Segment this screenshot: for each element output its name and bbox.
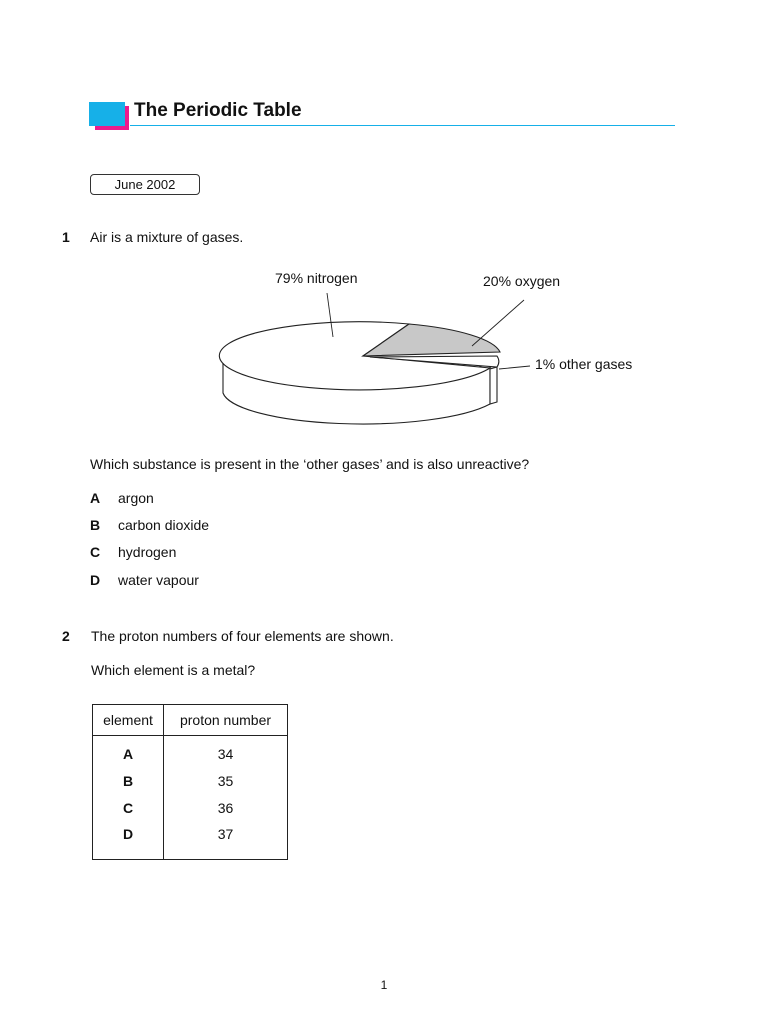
option-c-letter: C xyxy=(90,544,101,560)
element-cell: C xyxy=(93,794,164,821)
leader-line-other xyxy=(499,366,530,369)
proton-number-cell: 36 xyxy=(164,794,288,821)
pie-slice-other-side xyxy=(490,367,497,404)
table-header-row xyxy=(93,705,288,736)
question-1-prompt: Which substance is present in the ‘other gases’ and is also unreactive? xyxy=(90,456,530,472)
table-row xyxy=(93,767,288,794)
table-row xyxy=(93,794,288,821)
option-a-letter: A xyxy=(90,490,101,506)
question-2-number: 2 xyxy=(62,628,70,644)
proton-number-cell: 37 xyxy=(164,821,288,860)
question-2-intro: The proton numbers of four elements are shown. xyxy=(91,628,394,644)
column-header-element: element xyxy=(93,705,164,736)
question-2-prompt: Which element is a metal? xyxy=(91,662,256,678)
page-title: The Periodic Table xyxy=(134,100,302,121)
column-header-proton-number: proton number xyxy=(164,705,288,736)
question-1-number: 1 xyxy=(62,229,70,245)
section-header-icon xyxy=(89,102,129,130)
proton-number-table xyxy=(92,704,288,860)
table-row xyxy=(93,821,288,860)
option-b-letter: B xyxy=(90,517,101,533)
option-b-text: carbon dioxide xyxy=(118,517,210,533)
exam-date-label: June 2002 xyxy=(90,174,200,195)
option-d-letter: D xyxy=(90,572,101,588)
option-a-text: argon xyxy=(118,490,154,506)
pie-label-other: 1% other gases xyxy=(535,356,633,372)
proton-number-cell: 34 xyxy=(164,736,288,768)
proton-number-cell: 35 xyxy=(164,767,288,794)
leader-line-oxygen xyxy=(472,300,524,346)
option-c-text: hydrogen xyxy=(118,544,177,560)
element-cell: D xyxy=(93,821,164,860)
pie-label-oxygen: 20% oxygen xyxy=(483,273,561,289)
pie-label-nitrogen: 79% nitrogen xyxy=(275,270,358,286)
air-composition-pie-chart xyxy=(200,260,660,440)
table-row xyxy=(93,736,288,768)
element-cell: A xyxy=(93,736,164,768)
option-d-text: water vapour xyxy=(118,572,199,588)
question-1-intro: Air is a mixture of gases. xyxy=(90,229,244,245)
element-cell: B xyxy=(93,767,164,794)
header-rule xyxy=(130,125,675,126)
page-number: 1 xyxy=(380,978,388,992)
